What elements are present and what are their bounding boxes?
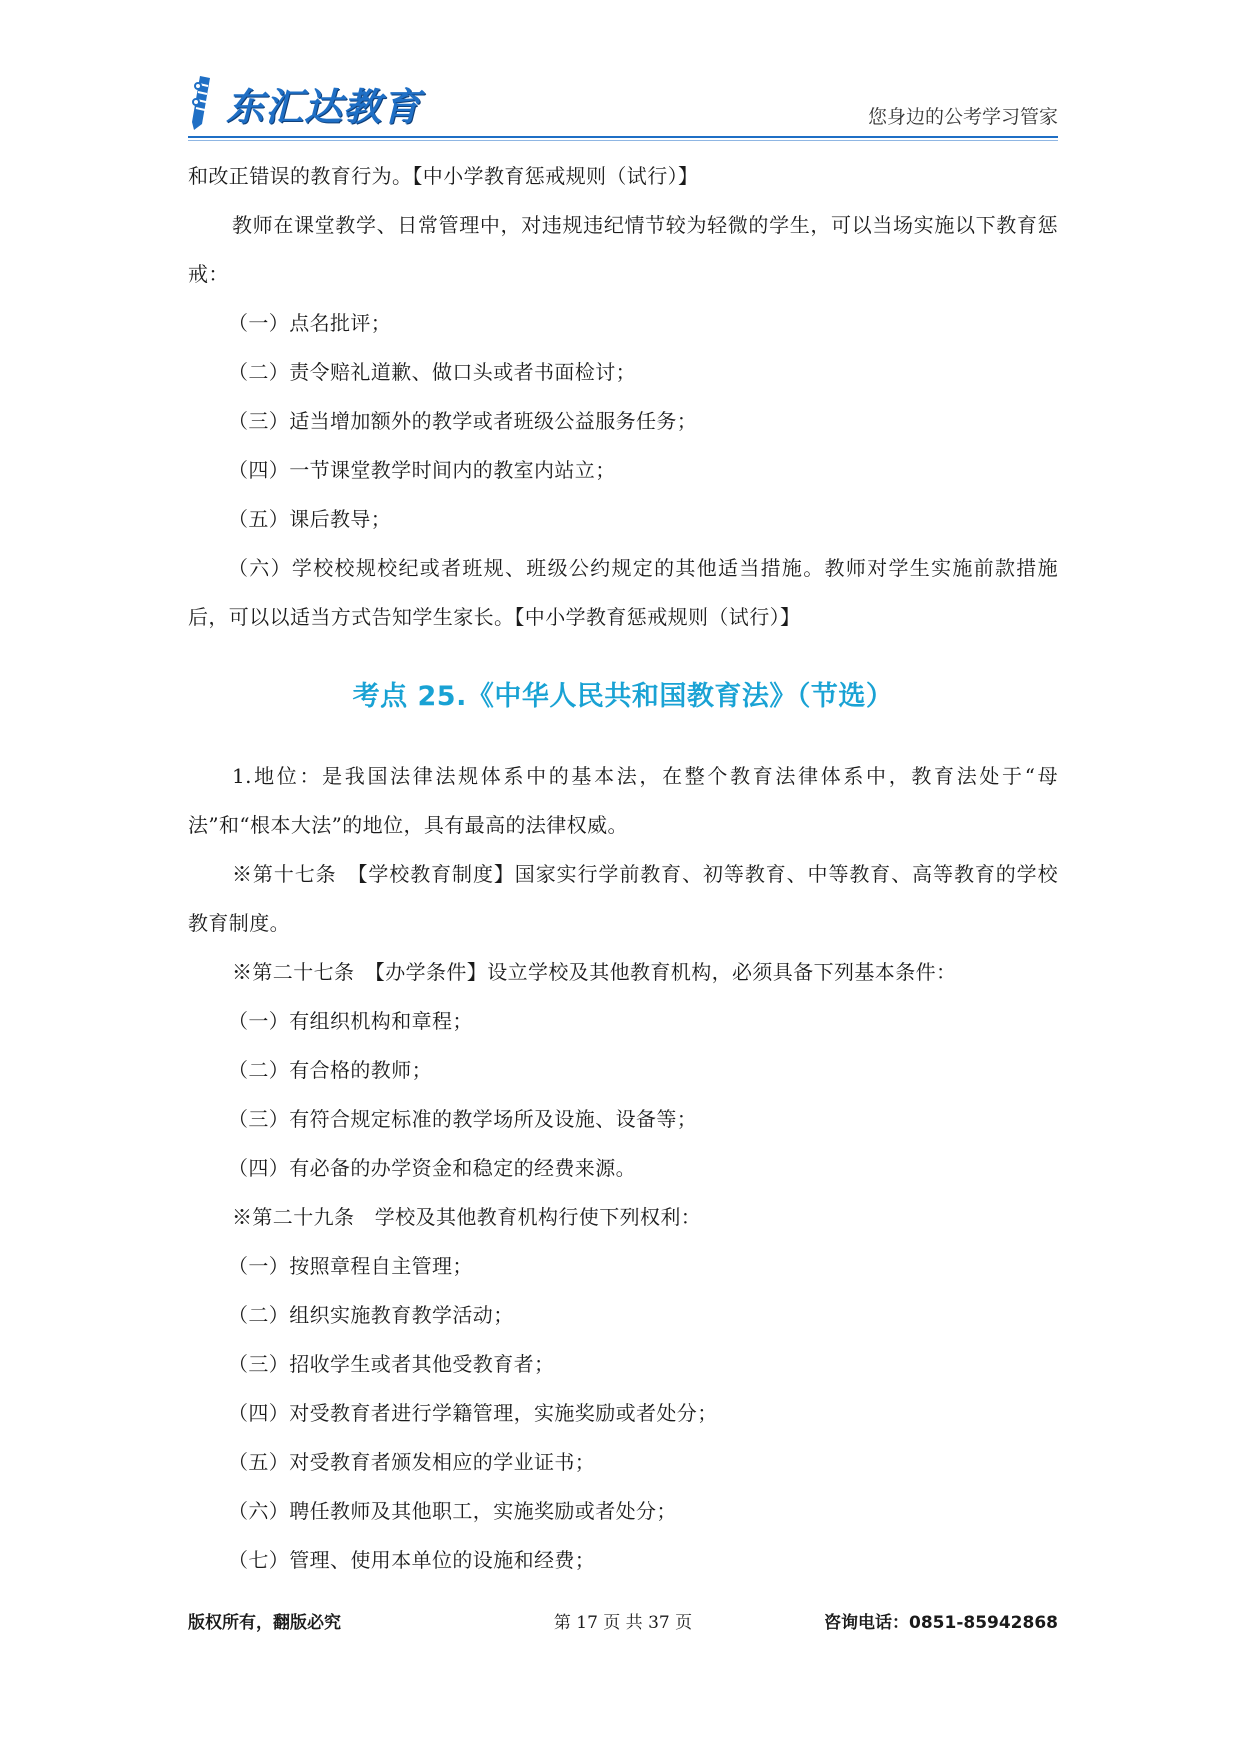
list-item: （一）点名批评；: [228, 311, 392, 335]
list-item: （二）有合格的教师；: [228, 1058, 432, 1082]
list-item: （七）管理、使用本单位的设施和经费；: [228, 1548, 596, 1572]
footer-phone: 咨询电话：0851-85942868: [824, 1613, 1058, 1633]
paragraph: ※第十七条 【学校教育制度】国家实行学前教育、初等教育、中等教育、高等教育的学校教育制度。: [188, 862, 1058, 935]
header-rule: [188, 136, 1058, 138]
list-item: （六）聘任教师及其他职工，实施奖励或者处分；: [228, 1499, 677, 1523]
page-header: [188, 72, 1058, 140]
paragraph: （六）学校校规校纪或者班规、班级公约规定的其他适当措施。教师对学生实施前款措施后，可以以适当方式告知学生家长。【中小学教育惩戒规则（试行）】: [188, 556, 1058, 629]
list-item: （五）对受教育者颁发相应的学业证书；: [228, 1450, 596, 1474]
header-rule-thin: [188, 140, 1058, 141]
list-item: （四）对受教育者进行学籍管理，实施奖励或者处分；: [228, 1401, 718, 1425]
pencil-logo-icon: [188, 72, 224, 134]
paragraph: 1.地位：是我国法律法规体系中的基本法，在整个教育法律体系中，教育法处于“母法”和“根本大法”的地位，具有最高的法律权威。: [188, 764, 1058, 837]
logo: [188, 72, 421, 134]
logo-text: 东汇达教育: [226, 84, 422, 129]
paragraph: 和改正错误的教育行为。【中小学教育惩戒规则（试行）】: [188, 164, 699, 188]
list-item: （一）按照章程自主管理；: [228, 1254, 473, 1278]
list-item: （五）课后教导；: [228, 507, 392, 531]
list-item: （四）一节课堂教学时间内的教室内站立；: [228, 458, 616, 482]
paragraph: ※第二十九条 学校及其他教育机构行使下列权利：: [232, 1205, 702, 1229]
page-footer: [188, 1608, 1058, 1638]
paragraph: 教师在课堂教学、日常管理中，对违规违纪情节较为轻微的学生，可以当场实施以下教育惩戒：: [188, 213, 1058, 286]
list-item: （一）有组织机构和章程；: [228, 1009, 473, 1033]
list-item: （三）招收学生或者其他受教育者；: [228, 1352, 555, 1376]
footer-page-number: 第 17 页 共 37 页: [553, 1613, 693, 1633]
list-item: （二）组织实施教育教学活动；: [228, 1303, 514, 1327]
list-item: （四）有必备的办学资金和稳定的经费来源。: [228, 1156, 636, 1180]
list-item: （三）适当增加额外的教学或者班级公益服务任务；: [228, 409, 698, 433]
paragraph: ※第二十七条 【办学条件】设立学校及其他教育机构，必须具备下列基本条件：: [232, 960, 957, 984]
section-heading: 考点 25.《中华人民共和国教育法》（节选）: [352, 681, 894, 712]
footer-copyright: 版权所有，翻版必究: [188, 1613, 341, 1633]
header-slogan: 您身边的公考学习管家: [867, 106, 1058, 128]
list-item: （二）责令赔礼道歉、做口头或者书面检讨；: [228, 360, 636, 384]
list-item: （三）有符合规定标准的教学场所及设施、设备等；: [228, 1107, 698, 1131]
document-body: [188, 152, 1058, 1585]
